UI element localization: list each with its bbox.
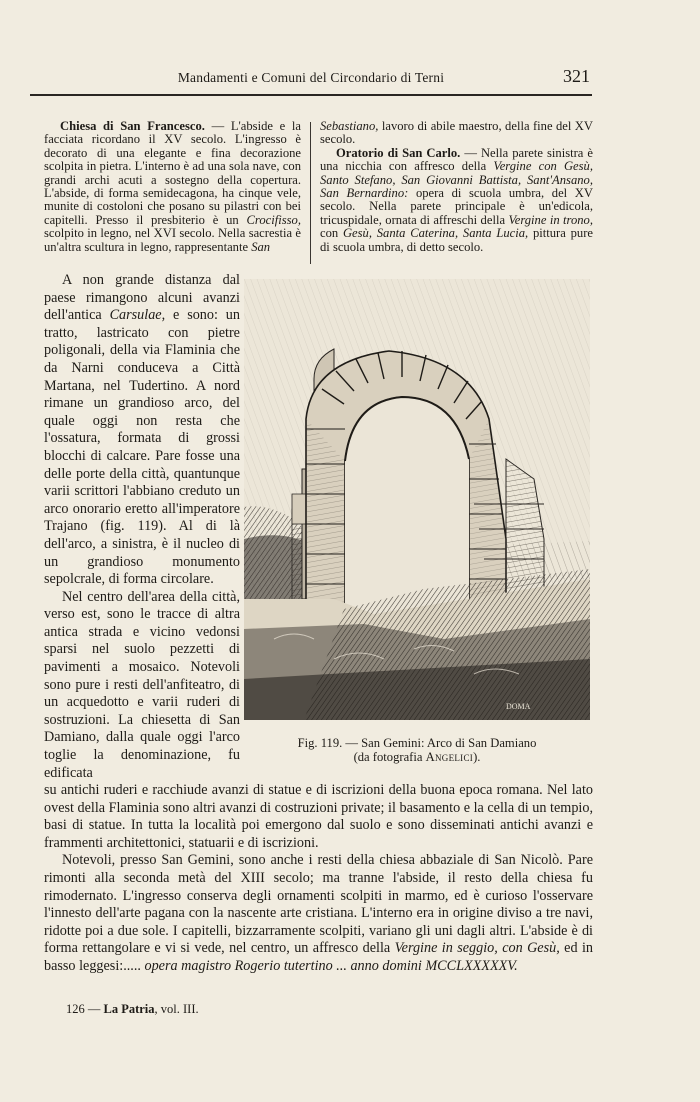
main-text-full-width <box>44 782 593 976</box>
italic-run: Gesù, Santa Caterina, Santa Lucia, <box>342 226 529 241</box>
column-divider <box>310 122 311 264</box>
text-run: e sono: un tratto, lastricato con pietre poligonali, della via Flaminia che da Narni conduceva a Città Martana, nel Tudertino. A nord rimane un grandioso arco, del quale oggi non resta che l'ossatura, formata di grossi blocchi di calcare. Pare fosse una delle porte della città, quantunque varii scrittori l'abbiano creduto un arco onorario eretto all'imperatore Trajano (fig. 119). Al di là dell'arco, a sinistra, è il nucleo di un grandioso monumento sepolcrale, di forma circolare. <box>44 307 240 588</box>
text-run: lavoro di abile maestro, della fine del XV secolo. <box>320 119 593 147</box>
text-run: con <box>320 226 343 241</box>
italic-run: Vergine in trono, <box>508 212 593 227</box>
text-run: 126 — <box>66 1002 104 1016</box>
text-run: scolpito in legno, nel XVI secolo. Nella sacrestia è un'altra scultura in legno, rappresentante <box>44 226 301 254</box>
text-run: A non grande distanza dal paese rimangono alcuni avanzi dell'antica <box>44 272 240 324</box>
section-heading: Oratorio di San Carlo. <box>336 145 461 160</box>
figure-caption <box>244 736 590 764</box>
italic-run: opera magistro Rogerio tutertino ... anno domini MCCLXXXXXV. <box>144 957 518 974</box>
caption-credit <box>244 750 590 764</box>
text-run: — Nella parete sinistra è una nicchia con affresco della <box>320 145 593 174</box>
text-run: pittura pure di scuola umbra, di detto secolo. <box>320 226 593 254</box>
text-run: Nel centro dell'area della città, verso est, sono le tracce di altra antica strada e vicino vedonsi sparsi nel suolo pezzetti di pavimenti a mosaico. Notevoli sono pure i resti dell'anfiteatro, di un acquedotto e varii ruderi di sostruzioni. La chiesetta di San Damiano, dalla quale oggi l'arco toglie la denominazione, fu edificata <box>44 588 240 781</box>
oratorio-san-carlo-section <box>320 120 593 254</box>
section-heading: Chiesa di San Francesco. <box>60 119 205 133</box>
caption-line: Fig. 119. — San Gemini: Arco di San Damiano <box>297 736 537 750</box>
text-run: ed in basso leggesi:..... <box>44 940 593 974</box>
main-text-left-column <box>44 272 240 782</box>
arch-engraving <box>244 279 590 720</box>
paragraph <box>44 120 301 254</box>
italic-run: San <box>251 239 271 254</box>
text-run: su antichi ruderi e racchiude avanzi di statue e di iscrizioni della buona epoca romana. Nel lato ovest della Flaminia sono altri avanzi di costruzioni private; il basamento e la cella di un tempio, basi di statue. In tutta la località poi emergono dal suolo e sono disseminati antichi avanzi e frammenti architettonici, statuarii e di iscrizioni. <box>44 782 593 851</box>
engraver-signature: DOMA <box>506 702 531 711</box>
text-run: (da fotografia <box>353 750 426 764</box>
page-number: 321 <box>563 66 590 86</box>
arch-illustration <box>244 279 590 720</box>
text-run: , vol. III. <box>154 1002 199 1016</box>
paragraph <box>44 589 240 783</box>
publication-title: La Patria <box>103 1002 155 1016</box>
paragraph <box>44 852 593 975</box>
paragraph <box>44 272 240 589</box>
church-san-francesco-section <box>44 120 301 254</box>
running-title: Mandamenti e Comuni del Circondario di Terni <box>177 70 445 85</box>
paragraph <box>44 782 593 852</box>
italic-run: Vergine in seggio, con Gesù, <box>394 940 560 957</box>
text-run: opera di scuola umbra, del XV secolo. Nella parete principale è un'edicola, tricuspidale, ornata di affreschi della <box>320 186 593 227</box>
italic-run: Sebastiano, <box>320 119 379 133</box>
header-rule <box>30 94 592 96</box>
italic-run: Vergine con Gesù, Santo Stefano, San Giovanni Battista, Sant'Ansano, San Bernardino: <box>320 159 593 201</box>
paragraph <box>320 120 593 147</box>
text-run: Notevoli, presso San Gemini, sono anche i resti della chiesa abbaziale di San Nicolò. Pare rimonti alla seconda metà del XIII secolo; ma tranne l'abside, il resto della chiesa fu rimodernato. L'ingresso conserva degli ornamenti scolpiti in marmo, ed è curioso l'osservare l'innesto dell'arte pagana con la nascente arte cristiana. L'interno era in origine diviso a tre navi, ridotte poi a due sole. I capitelli, bizzarramente scolpiti, variano gli uni dagli altri. L'abside è di forma rettangolare e vi si vede, nel centro, un affresco della <box>44 852 593 957</box>
italic-run: Crocifisso, <box>246 212 301 227</box>
text-run: ). <box>473 750 481 764</box>
paragraph <box>320 147 593 254</box>
page-footer <box>66 1002 199 1017</box>
photographer-name: Angelici <box>425 750 474 764</box>
text-run: — L'abside e la facciata ricordano il XV secolo. L'ingresso è decorato di una elegante e fina decorazione scolpita in pietra. L'interno è ad una sola nave, con grandi archi acuti a sostegno della copertura. L'abside, di forma semidecagona, ha cinque vele, munite di costoloni che posano su pilastri con bei capitelli. Presso il presbiterio è un <box>44 119 301 227</box>
running-header <box>30 66 592 90</box>
italic-run: Carsulae, <box>109 307 166 324</box>
